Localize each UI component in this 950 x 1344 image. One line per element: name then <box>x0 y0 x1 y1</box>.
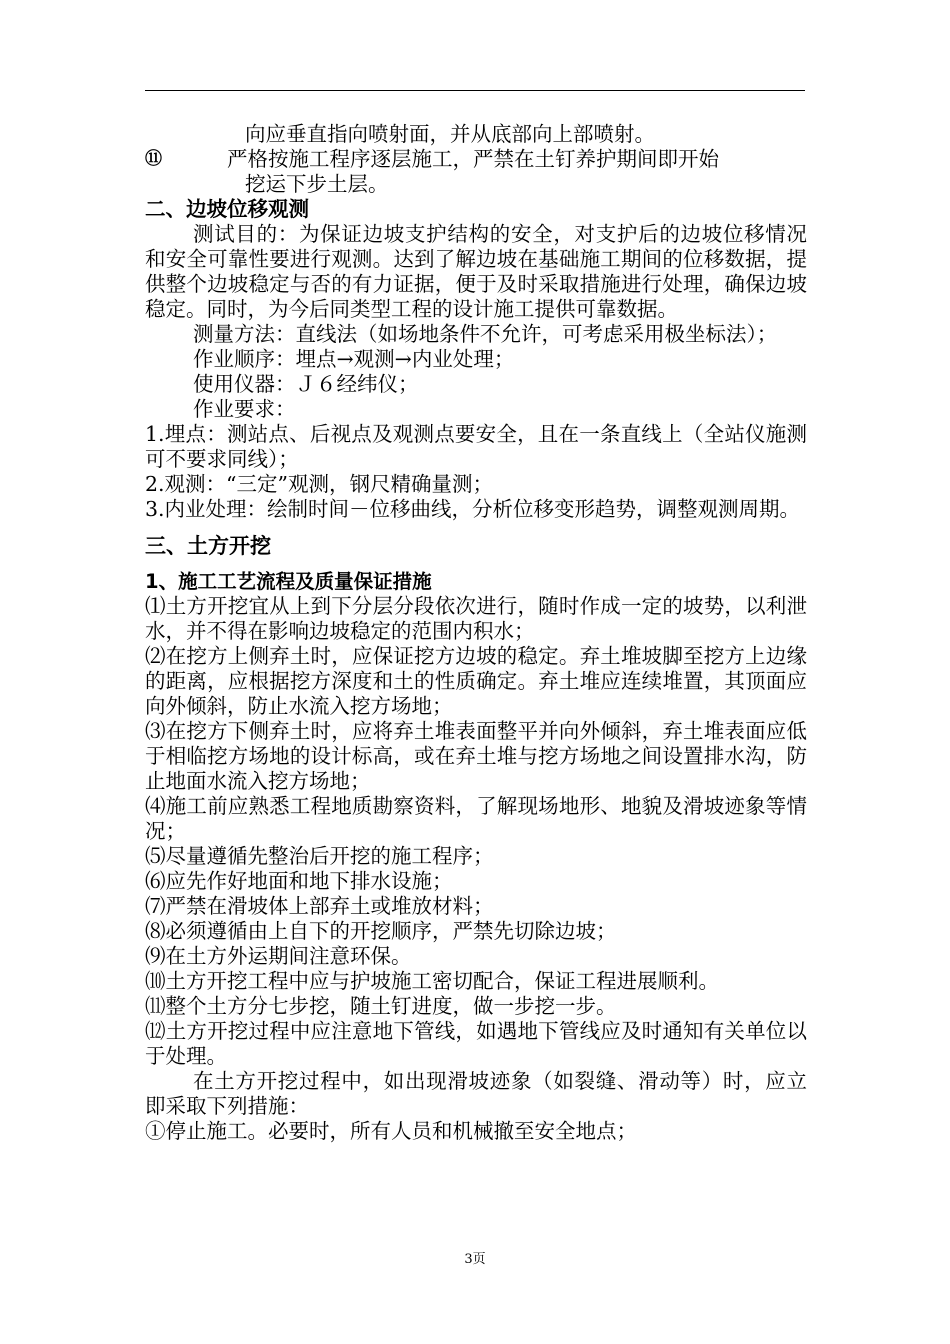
list-item: ⑼在土方外运期间注意环保。 <box>145 944 412 968</box>
item-text <box>227 147 807 197</box>
list-item: ⑽土方开挖工程中应与护坡施工密切配合，保证工程进展顺利。 <box>145 969 719 993</box>
list-item: ⑻必须遵循由上自下的开挖顺序，严禁先切除边坡； <box>145 919 617 943</box>
item-marker: ⑪ <box>145 149 162 169</box>
list-item: ⑸尽量遵循先整治后开挖的施工程序； <box>145 844 494 868</box>
requirements-label: 作业要求： <box>193 397 296 421</box>
landslide-intro: 在土方开挖过程中，如出现滑坡迹象（如裂缝、滑动等）时，应立即采取下列措施： <box>145 1069 807 1118</box>
document-body <box>145 122 807 1144</box>
requirement-1: 1.埋点：测站点、后视点及观测点要安全，且在一条直线上（全站仪施测可不要求同线）； <box>145 422 807 471</box>
list-item: ⑷施工前应熟悉工程地质勘察资料，了解现场地形、地貌及滑坡迹象等情况； <box>145 794 807 843</box>
section-3-heading: 三、土方开挖 <box>145 534 271 558</box>
section-2-heading: 二、边坡位移观测 <box>145 197 309 221</box>
requirement-2: 2.观测：“三定”观测，钢尺精确量测； <box>145 472 494 496</box>
list-item: ⑿土方开挖过程中应注意地下管线，如遇地下管线应及时通知有关单位以于处理。 <box>145 1019 807 1068</box>
list-item: ⑵在挖方上侧弃土时，应保证挖方边坡的稳定。弃土堆坡脚至挖方上边缘的距离，应根据挖方深度和土的性质确定。弃土堆应连续堆置，其顶面应向外倾斜，防止水流入挖方场地； <box>145 644 807 718</box>
subsection-1-heading: 1、施工工艺流程及质量保证措施 <box>145 570 432 593</box>
method-paragraph: 测量方法：直线法（如场地条件不允许，可考虑采用极坐标法）； <box>193 322 778 346</box>
list-item: ⑶在挖方下侧弃土时，应将弃土堆表面整平并向外倾斜，弃土堆表面应低于相临挖方场地的设计标高，或在弃土堆与挖方场地之间设置排水沟，防止地面水流入挖方场地； <box>145 719 807 793</box>
measure-1: ①停止施工。必要时，所有人员和机械撤至安全地点； <box>145 1119 637 1143</box>
requirement-3: 3.内业处理：绘制时间－位移曲线，分析位移变形趋势，调整观测周期。 <box>145 497 801 521</box>
instrument-line: 使用仪器：Ｊ６经纬仪； <box>193 372 419 396</box>
list-item: ⑾整个土方分七步挖，随土钉进度，做一步挖一步。 <box>145 994 617 1018</box>
purpose-paragraph: 测试目的：为保证边坡支护结构的安全，对支护后的边坡位移情况和安全可靠性要进行观测。达到了解边坡在基础施工期间的位移数据，提供整个边坡稳定与否的有力证据，便于及时采取措施进行处理，确保边坡稳定。同时，为今后同类型工程的设计施工提供可靠数据。 <box>145 222 807 321</box>
header-rule <box>145 90 805 91</box>
continuation-line: 向应垂直指向喷射面，并从底部向上部喷射。 <box>245 122 655 146</box>
item-11-line-2: 挖运下步土层。 <box>245 172 389 196</box>
sequence-line: 作业顺序：埋点→观测→内业处理； <box>193 347 515 371</box>
list-item: ⑴土方开挖宜从上到下分层分段依次进行，随时作成一定的坡势，以利泄水，并不得在影响边坡稳定的范围内积水； <box>145 594 807 643</box>
item-11-line-1: 严格按施工程序逐层施工，严禁在土钉养护期间即开始 <box>227 147 719 171</box>
page-number: 3页 <box>464 1252 486 1267</box>
list-item: ⑹应先作好地面和地下排水设施； <box>145 869 453 893</box>
list-item: ⑺严禁在滑坡体上部弃土或堆放材料； <box>145 894 494 918</box>
list-item-11 <box>145 147 807 197</box>
